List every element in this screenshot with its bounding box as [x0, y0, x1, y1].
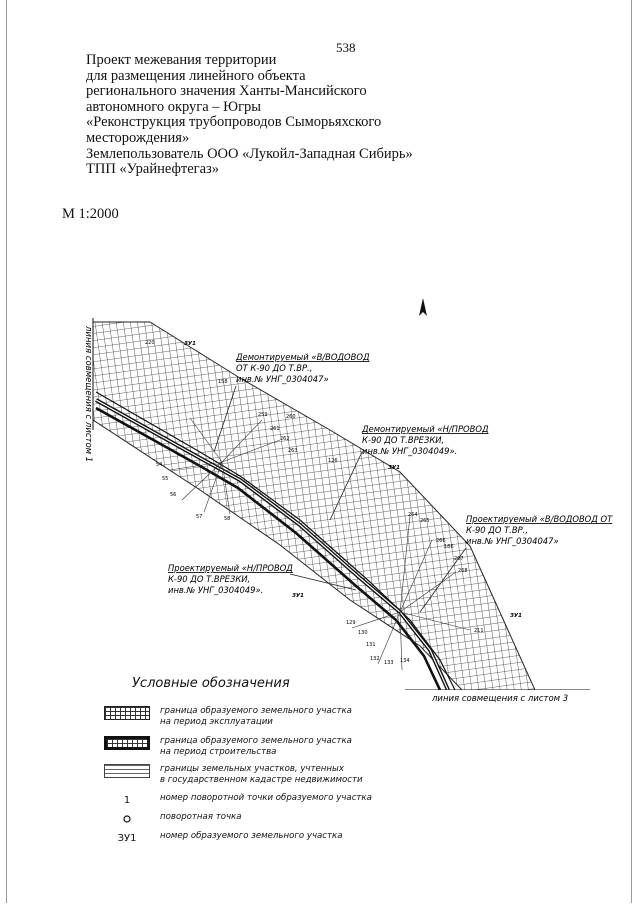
callout-line: Проектируемый «Н/ПРОВОД: [168, 563, 293, 573]
point-label: 130: [358, 630, 368, 636]
match-line-top-label: линия совмещения с листом 1: [83, 326, 93, 463]
parcel-label: ЗУ1: [184, 341, 196, 347]
point-label: 261: [270, 426, 280, 432]
north-arrow-icon: [419, 298, 427, 316]
point-label: 55: [162, 476, 169, 482]
turning-point-icon: [104, 812, 150, 826]
callout-water-dismantled: [235, 352, 370, 384]
legend-text-line: номер образуемого земельного участка: [160, 831, 343, 841]
legend-text-line: в государственном кадастре недвижимости: [160, 775, 363, 785]
legend-text-line: номер поворотной точки образуемого участка: [160, 793, 372, 803]
legend-text-line: граница образуемого земельного участка: [160, 706, 352, 716]
legend-text-line: граница образуемого земельного участка: [160, 736, 352, 746]
legend-text-line: на период эксплуатации: [160, 717, 273, 727]
callout-line: инв.№ УНГ_0304049».: [168, 585, 264, 595]
match-line-bottom-label: линия совмещения с листом 3: [432, 694, 569, 704]
point-label: 259: [258, 412, 268, 418]
parcel-label: ЗУ1: [510, 613, 522, 619]
title-line: автономного округа – Югры: [86, 98, 262, 115]
callout-oil-projected: [168, 563, 293, 595]
title-line: Землепользователь ООО «Лукойл-Западная Сибирь»: [86, 145, 413, 162]
point-label: 134: [400, 658, 410, 664]
legend-item-cadastral-parcels: [104, 764, 363, 785]
point-label: 126: [328, 458, 338, 464]
title-line: регионального значения Ханты-Мансийского: [86, 83, 367, 100]
point-label: 131: [366, 642, 376, 648]
callout-line: Проектируемый «В/ВОДОВОД ОТ: [466, 514, 613, 524]
grid-hatch-icon: [104, 706, 150, 720]
legend-item-parcel-number: [104, 831, 343, 845]
point-label: 54: [156, 462, 163, 468]
bold-grid-hatch-icon: [104, 736, 150, 750]
point-label: 262: [280, 436, 290, 442]
point-label: 133: [384, 660, 394, 666]
callout-line: К-90 ДО Т.ВРЕЗКИ,: [168, 574, 251, 584]
point-label: 260: [286, 414, 296, 420]
title-line: для размещения линейного объекта: [86, 67, 306, 84]
callout-line: инв.№ УНГ_0304047»: [466, 536, 559, 546]
point-label: 263: [288, 448, 298, 454]
point-label: 264: [408, 512, 418, 518]
point-label: 266: [436, 538, 446, 544]
point-label: 211: [474, 628, 484, 634]
title-line: месторождения»: [86, 129, 190, 146]
point-label: 132: [370, 656, 380, 662]
parcel-label: ЗУ1: [292, 593, 304, 599]
point-label: 158: [218, 379, 228, 385]
callout-oil-dismantled: [361, 424, 489, 456]
legend-item-point-number: [104, 793, 372, 807]
callout-line: ОТ К-90 ДО Т.ВР.,: [236, 363, 313, 373]
title-line: ТПП «Урайнефтегаз»: [86, 161, 220, 178]
line-hatch-icon: [104, 764, 150, 778]
callout-line: инв.№ УНГ_0304049».: [362, 446, 458, 456]
legend-item-turning-point: [104, 812, 242, 826]
parcel-label: ЗУ1: [388, 465, 400, 471]
map-scale: М 1:2000: [62, 206, 119, 222]
page-number: 538: [336, 40, 356, 55]
point-label: 57: [196, 514, 203, 520]
point-label: 267: [454, 556, 464, 562]
point-label: 56: [170, 492, 177, 498]
legend-text-line: на период строительства: [160, 747, 277, 757]
legend-item-operation-boundary: [104, 706, 352, 727]
legend-text-line: границы земельных участков, учтенных: [160, 764, 344, 774]
point-label: 268: [458, 568, 468, 574]
point-label: 220: [145, 340, 155, 346]
legend-item-construction-boundary: [104, 736, 352, 757]
legend-title: Условные обозначения: [132, 676, 290, 691]
point-label: 58: [224, 516, 231, 522]
point-label: 265: [420, 518, 430, 524]
point-number-symbol: 1: [123, 794, 131, 806]
parcel-number-symbol: ЗУ1: [117, 832, 137, 844]
callout-line: Демонтируемый «Н/ПРОВОД: [362, 424, 489, 434]
callout-line: К-90 ДО Т.ВР.,: [466, 525, 528, 535]
callout-line: Демонтируемый «В/ВОДОВОД: [236, 352, 370, 362]
title-line: Проект межевания территории: [86, 52, 277, 68]
callout-line: инв.№ УНГ_0304047»: [236, 374, 329, 384]
legend-text-line: поворотная точка: [160, 812, 242, 822]
callout-water-projected: [466, 514, 613, 546]
callout-line: К-90 ДО Т.ВРЕЗКИ,: [362, 435, 445, 445]
point-label: 129: [346, 620, 356, 626]
point-label: 186: [444, 544, 454, 550]
title-line: «Реконструкция трубопроводов Сыморьяхского: [86, 114, 382, 131]
